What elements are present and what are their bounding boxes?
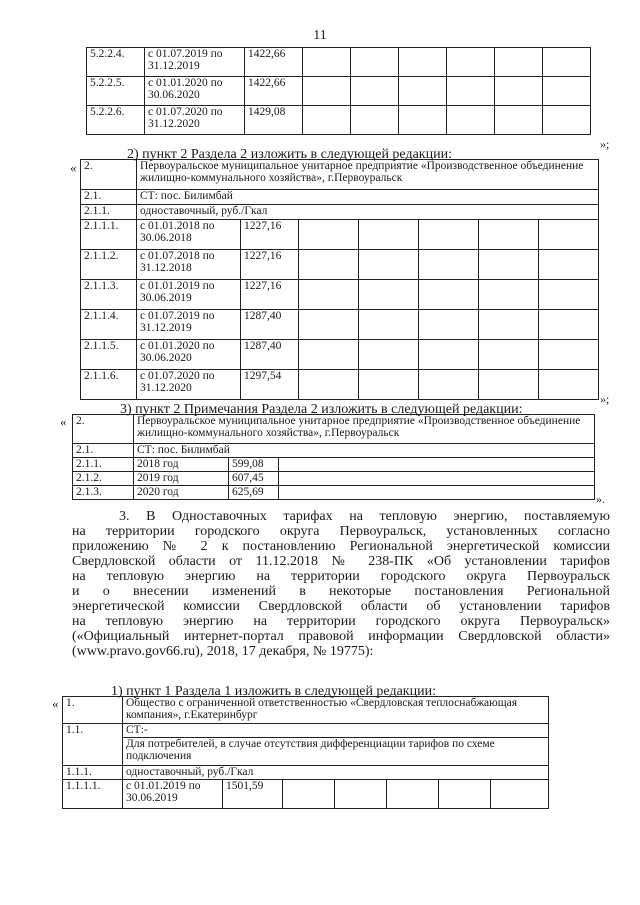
empty-cell — [303, 106, 351, 135]
empty-cell — [539, 280, 599, 310]
empty-cell — [303, 77, 351, 106]
row-code: 2.1.1.6. — [81, 370, 137, 400]
row-code: 2.1.1.5. — [81, 340, 137, 370]
empty-cell — [543, 106, 591, 135]
empty-cell — [419, 340, 479, 370]
period-cell: с 01.07.2020 по 31.12.2020 — [137, 370, 241, 400]
paragraph-line: на тепловую энергию на территории городского округа Первоуральск — [72, 569, 610, 584]
empty-cell — [351, 106, 399, 135]
row-code: 2.1.1.1. — [81, 220, 137, 250]
settlement-label: СТ: пос. Билимбай — [137, 190, 599, 205]
tariff-value: 599,08 — [229, 458, 279, 472]
empty-cell — [539, 340, 599, 370]
table-row — [73, 458, 595, 472]
row-code: 1.1. — [63, 724, 123, 766]
year-cell: 2020 год — [134, 486, 229, 500]
empty-cell — [399, 77, 447, 106]
empty-cell — [359, 310, 419, 340]
table-row — [81, 370, 599, 400]
empty-cell — [479, 310, 539, 340]
tariff-value: 1422,66 — [245, 77, 303, 106]
table-row — [81, 250, 599, 280]
paragraph-line: и о внесении изменений в некоторые постановления Региональной — [72, 584, 610, 599]
period-cell: с 01.07.2019 по 31.12.2019 — [137, 310, 241, 340]
empty-cell — [495, 77, 543, 106]
empty-cell — [539, 250, 599, 280]
tariff-value: 1227,16 — [241, 220, 299, 250]
organization-name: Первоуральское муниципальное унитарное предприятие «Производственное объединение жилищно-коммунального хозяйства», г.Первоуральск — [137, 160, 599, 190]
empty-cell — [419, 280, 479, 310]
page-number: 11 — [313, 28, 327, 43]
empty-cell — [479, 280, 539, 310]
empty-cell — [447, 106, 495, 135]
empty-cell — [279, 486, 595, 500]
empty-cell — [359, 340, 419, 370]
table-row — [81, 280, 599, 310]
empty-cell — [479, 250, 539, 280]
row-code: 2.1.2. — [73, 472, 134, 486]
table-row — [73, 472, 595, 486]
table-row — [81, 340, 599, 370]
empty-cell — [299, 310, 359, 340]
tariff-table-5-2-2 — [86, 47, 591, 135]
tariff-value: 1287,40 — [241, 340, 299, 370]
row-code: 5.2.2.5. — [87, 77, 145, 106]
paragraph-line: (www.pravo.gov66.ru), 2018, 17 декабря, № 19775): — [72, 644, 374, 659]
period-cell: с 01.07.2019 по 31.12.2019 — [145, 48, 245, 77]
empty-cell — [491, 780, 549, 809]
empty-cell — [495, 106, 543, 135]
close-quote-3: ». — [596, 492, 605, 506]
period-cell: с 01.07.2020 по 31.12.2020 — [145, 106, 245, 135]
empty-cell — [359, 220, 419, 250]
amendment-paragraph-3 — [72, 509, 610, 659]
table-row — [81, 220, 599, 250]
settlement-label: СТ:- — [123, 724, 549, 738]
table-row — [63, 780, 549, 809]
empty-cell — [539, 370, 599, 400]
close-quote-1: »; — [600, 137, 610, 151]
year-cell: 2018 год — [134, 458, 229, 472]
empty-cell — [279, 472, 595, 486]
period-cell: с 01.07.2018 по 31.12.2018 — [137, 250, 241, 280]
note-table-section-2 — [72, 414, 595, 500]
heading-item-2: 2) пункт 2 Раздела 2 изложить в следующей редакции: — [127, 147, 452, 162]
paragraph-line: на территории городского округа Первоуральск, установленных согласно — [72, 524, 610, 539]
year-cell: 2019 год — [134, 472, 229, 486]
empty-cell — [539, 310, 599, 340]
empty-cell — [447, 77, 495, 106]
row-code: 2. — [73, 415, 134, 444]
tariff-unit: одноставочный, руб./Гкал — [123, 766, 549, 780]
heading-item-3: 3) пункт 2 Примечания Раздела 2 изложить в следующей редакции: — [120, 402, 523, 417]
tariff-value: 1422,66 — [245, 48, 303, 77]
tariff-value: 1501,59 — [223, 780, 283, 809]
open-quote-4: « — [52, 696, 59, 711]
table-row — [73, 486, 595, 500]
row-code: 1.1.1. — [63, 766, 123, 780]
row-code: 1.1.1.1. — [63, 780, 123, 809]
empty-cell — [479, 220, 539, 250]
tariff-table-section-2 — [80, 159, 599, 400]
empty-cell — [419, 310, 479, 340]
empty-cell — [543, 77, 591, 106]
open-quote-3: « — [60, 414, 67, 429]
empty-cell — [419, 250, 479, 280]
empty-cell — [479, 370, 539, 400]
paragraph-line: («Официальный интернет-портал правовой информации Свердловской области» — [72, 629, 610, 644]
table-row — [81, 310, 599, 340]
row-code: 2.1.3. — [73, 486, 134, 500]
tariff-value: 1287,40 — [241, 310, 299, 340]
empty-cell — [479, 340, 539, 370]
row-code: 5.2.2.4. — [87, 48, 145, 77]
period-cell: с 01.01.2018 по 30.06.2018 — [137, 220, 241, 250]
empty-cell — [359, 250, 419, 280]
row-code: 2.1.1.3. — [81, 280, 137, 310]
empty-cell — [447, 48, 495, 77]
row-code: 2. — [81, 160, 137, 190]
period-cell: с 01.01.2019 по 30.06.2019 — [137, 280, 241, 310]
table-row — [87, 48, 591, 77]
paragraph-line: Свердловской области от 11.12.2018 № 238-ПК «Об установлении тарифов — [72, 554, 610, 569]
empty-cell — [299, 250, 359, 280]
empty-cell — [351, 48, 399, 77]
empty-cell — [439, 780, 491, 809]
empty-cell — [359, 370, 419, 400]
row-code: 2.1. — [73, 444, 134, 458]
empty-cell — [543, 48, 591, 77]
period-cell: с 01.01.2020 по 30.06.2020 — [137, 340, 241, 370]
tariff-value: 607,45 — [229, 472, 279, 486]
period-cell: с 01.01.2019 по 30.06.2019 — [123, 780, 223, 809]
empty-cell — [539, 220, 599, 250]
paragraph-line: на тепловую энергию на территории городского округа Первоуральск» — [72, 614, 610, 629]
empty-cell — [419, 220, 479, 250]
row-code: 2.1.1.2. — [81, 250, 137, 280]
empty-cell — [299, 340, 359, 370]
tariff-table-section-1 — [62, 696, 549, 809]
empty-cell — [279, 458, 595, 472]
row-code: 5.2.2.6. — [87, 106, 145, 135]
empty-cell — [299, 370, 359, 400]
row-code: 2.1.1. — [81, 205, 137, 220]
tariff-value: 625,69 — [229, 486, 279, 500]
tariff-value: 1297,54 — [241, 370, 299, 400]
empty-cell — [495, 48, 543, 77]
tariff-unit: одноставочный, руб./Гкал — [137, 205, 599, 220]
table-row — [87, 106, 591, 135]
period-cell: с 01.01.2020 по 30.06.2020 — [145, 77, 245, 106]
empty-cell — [387, 780, 439, 809]
row-code: 1. — [63, 697, 123, 724]
empty-cell — [351, 77, 399, 106]
empty-cell — [399, 48, 447, 77]
organization-name: Общество с ограниченной ответственностью «Свердловская теплоснабжающая компания», г.Екатеринбург — [123, 697, 549, 724]
settlement-label: СТ: пос. Билимбай — [134, 444, 595, 458]
open-quote-2: « — [70, 160, 77, 175]
empty-cell — [399, 106, 447, 135]
row-code: 2.1. — [81, 190, 137, 205]
paragraph-line: приложению № 2 к постановлению Региональной энергетической комиссии — [72, 539, 610, 554]
tariff-value: 1227,16 — [241, 250, 299, 280]
tariff-value: 1227,16 — [241, 280, 299, 310]
row-code: 2.1.1. — [73, 458, 134, 472]
empty-cell — [359, 280, 419, 310]
paragraph-line: 3. В Одноставочных тарифах на тепловую энергию, поставляемую — [119, 509, 610, 524]
empty-cell — [335, 780, 387, 809]
empty-cell — [299, 220, 359, 250]
empty-cell — [283, 780, 335, 809]
table-row — [87, 77, 591, 106]
empty-cell — [299, 280, 359, 310]
organization-name: Первоуральское муниципальное унитарное предприятие «Производственное объединение жилищно-коммунального хозяйства», г.Первоуральск — [134, 415, 595, 444]
empty-cell — [419, 370, 479, 400]
row-code: 2.1.1.4. — [81, 310, 137, 340]
empty-cell — [303, 48, 351, 77]
tariff-value: 1429,08 — [245, 106, 303, 135]
consumer-group: Для потребителей, в случае отсутствия дифференциации тарифов по схеме подключения — [123, 738, 549, 766]
heading-item-1: 1) пункт 1 Раздела 1 изложить в следующей редакции: — [111, 684, 436, 699]
close-quote-2: »; — [600, 392, 610, 406]
paragraph-line: энергетической комиссии Свердловской области об установлении тарифов — [72, 599, 610, 614]
